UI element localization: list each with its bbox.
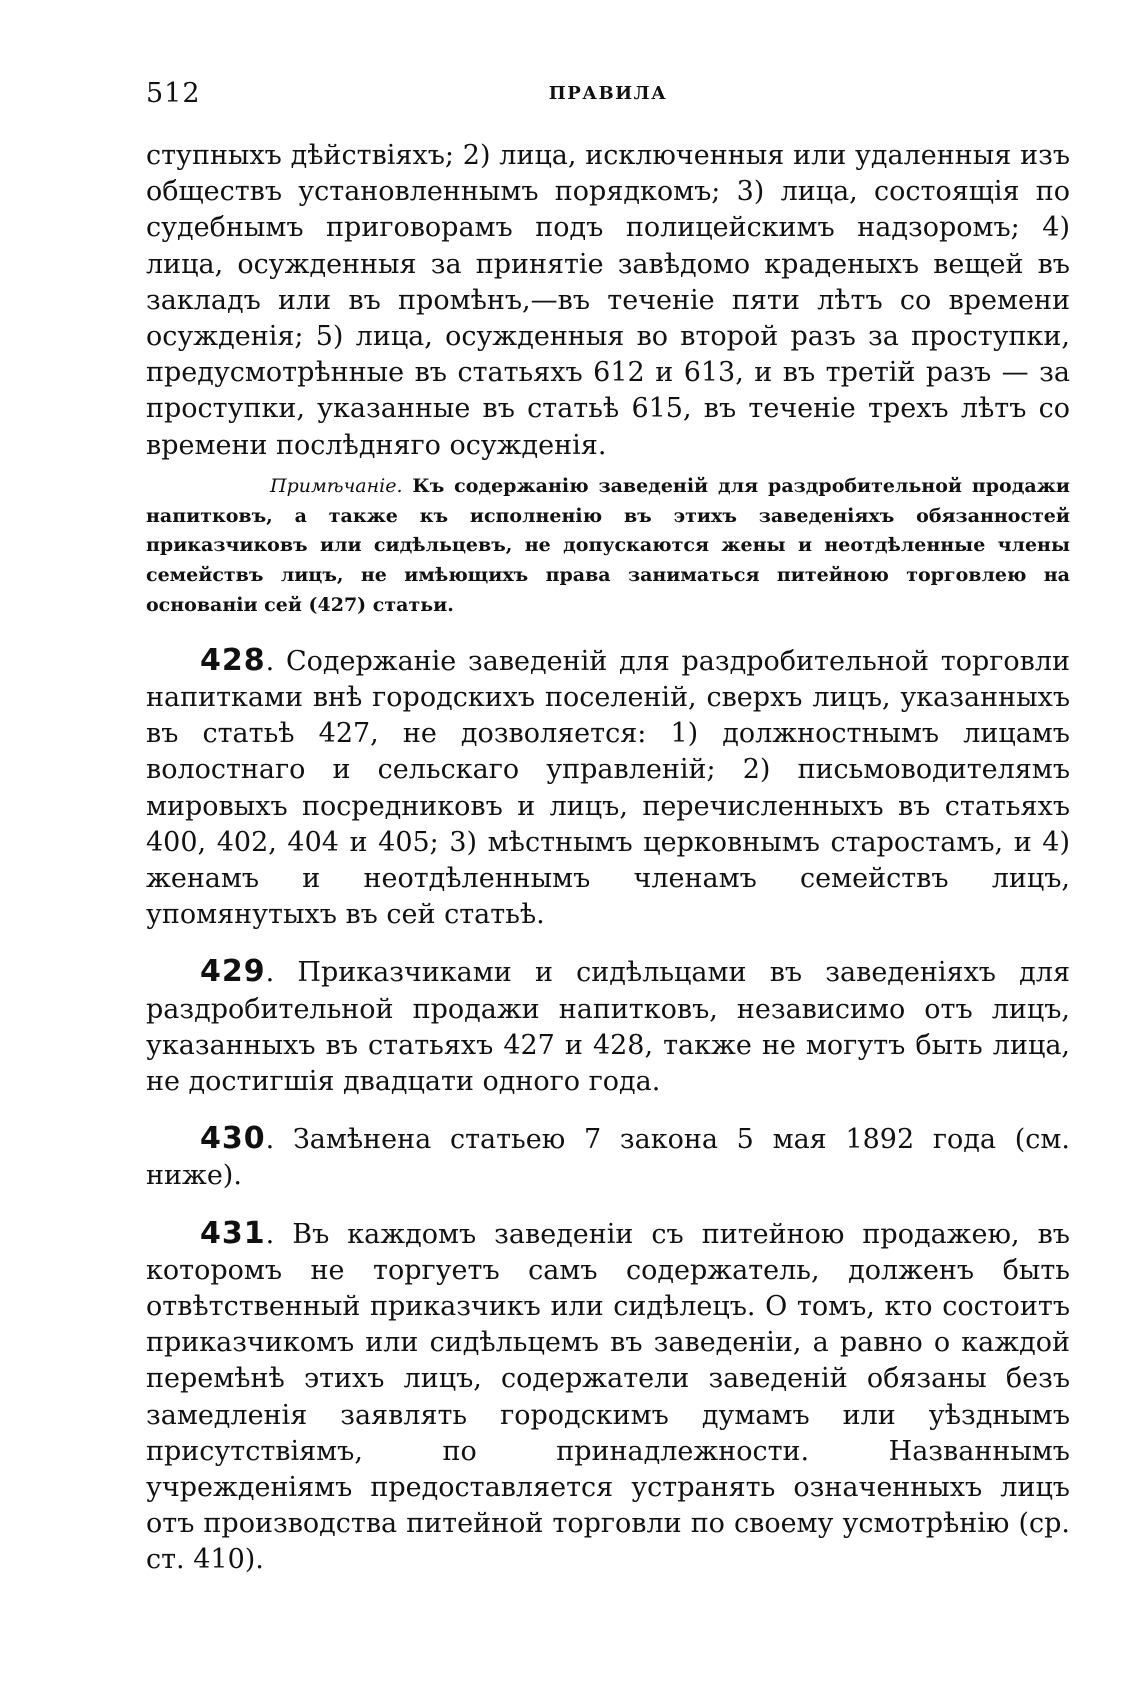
article-text: Въ каждомъ заведеніи съ питейною продажею, въ которомъ не торгуетъ самъ содержатель, долженъ быть отвѣтственный приказчикъ или сидѣлецъ. О томъ, кто состоитъ приказчикомъ или сидѣльцемъ въ заведеніи, а равно о каждой перемѣнѣ этихъ лицъ, содержатели заведеній обязаны безъ замедленія заявлять городскимъ думамъ или уѣзднымъ присутствіямъ, по принадлежности. Названнымъ учрежденіямъ предоставляется устранять означенныхъ лицъ отъ производства питейной торговли по своему усмотрѣнію (ср. ст. 410). xyxy=(146,1218,1070,1576)
note-text: Къ содержанію заведеній для раздробительной продажи напитковъ, а также къ исполненію въ этихъ заведеніяхъ обязанностей приказчиковъ или сидѣльцевъ, не допускаются жены и неотдѣленные члены семействъ лицъ, не имѣющихъ права заниматься питейною торговлею на основаніи сей (427) статьи. xyxy=(146,474,1070,617)
running-head xyxy=(146,78,1070,118)
article-text: Содержаніе заведеній для раздробительной торговли напитками внѣ городскихъ поселеній, сверхъ лицъ, указанныхъ въ статьѣ 427, не дозволяется: 1) должностнымъ лицамъ волостнаго и сельскаго управленій; 2) письмоводителямъ мировыхъ посредниковъ и лицъ, перечисленныхъ въ статьяхъ 400, 402, 404 и 405; 3) мѣстнымъ церковнымъ старостамъ, и 4) женамъ и неотдѣленнымъ членамъ семействъ лицъ, упомянутыхъ въ сей статьѣ. xyxy=(146,645,1070,931)
article-430: 430. Замѣнена статьею 7 закона 5 мая 1892 года (см. ниже). xyxy=(146,1121,1070,1192)
page-number: 512 xyxy=(146,78,201,109)
article-text: Замѣнена статьею 7 закона 5 мая 1892 года (см. ниже). xyxy=(146,1124,1070,1192)
article-text: Приказчиками и сидѣльцами въ заведеніяхъ для раздробительной продажи напитковъ, независимо отъ лицъ, указанныхъ въ статьяхъ 427 и 428, также не могутъ быть лица, не достигшія двадцати одного года. xyxy=(146,957,1070,1098)
note-label: Примѣчаніе. xyxy=(270,474,403,497)
article-428: 428. Содержаніе заведеній для раздробительной торговли напитками внѣ городскихъ поселеній, сверхъ лицъ, указанныхъ въ статьѣ 427, не дозволяется: 1) должностнымъ лицамъ волостнаго и сельскаго управленій; 2) письмоводителямъ мировыхъ посредниковъ и лицъ, перечисленныхъ въ статьяхъ 400, 402, 404 и 405; 3) мѣстнымъ церковнымъ старостамъ, и 4) женамъ и неотдѣленнымъ членамъ семействъ лицъ, упомянутыхъ въ сей статьѣ. xyxy=(146,642,1070,931)
article-number: 429 xyxy=(200,954,266,990)
article-number: 431 xyxy=(200,1215,266,1251)
article-number: 428 xyxy=(200,642,266,678)
article-number: 430 xyxy=(200,1121,266,1157)
note xyxy=(146,472,1070,621)
article-429: 429. Приказчиками и сидѣльцами въ заведеніяхъ для раздробительной продажи напитковъ, независимо отъ лицъ, указанныхъ въ статьяхъ 427 и 428, также не могутъ быть лица, не достигшія двадцати одного года. xyxy=(146,954,1070,1098)
article-431: 431. Въ каждомъ заведеніи съ питейною продажею, въ которомъ не торгуетъ самъ содержатель, долженъ быть отвѣтственный приказчикъ или сидѣлецъ. О томъ, кто состоитъ приказчикомъ или сидѣльцемъ въ заведеніи, а равно о каждой перемѣнѣ этихъ лицъ, содержатели заведеній обязаны безъ замедленія заявлять городскимъ думамъ или уѣзднымъ присутствіямъ, по принадлежности. Названнымъ учрежденіямъ предоставляется устранять означенныхъ лицъ отъ производства питейной торговли по своему усмотрѣнію (ср. ст. 410). xyxy=(146,1215,1070,1576)
body-text xyxy=(146,138,1070,1579)
running-title: ПРАВИЛА xyxy=(548,83,668,104)
continued-paragraph: ступныхъ дѣйствіяхъ; 2) лица, исключенныя или удаленныя изъ обществъ установленнымъ порядкомъ; 3) лица, состоящія по судебнымъ приговорамъ подъ полицейскимъ надзоромъ; 4) лица, осужденныя за принятіе завѣдомо краденыхъ вещей въ закладъ или въ промѣнъ,—въ теченіе пяти лѣтъ со времени осужденія; 5) лица, осужденныя во второй разъ за проступки, предусмотрѣнные въ статьяхъ 612 и 613, и въ третій разъ — за проступки, указанные въ статьѣ 615, въ теченіе трехъ лѣтъ со времени послѣдняго осужденія. xyxy=(146,140,1070,461)
